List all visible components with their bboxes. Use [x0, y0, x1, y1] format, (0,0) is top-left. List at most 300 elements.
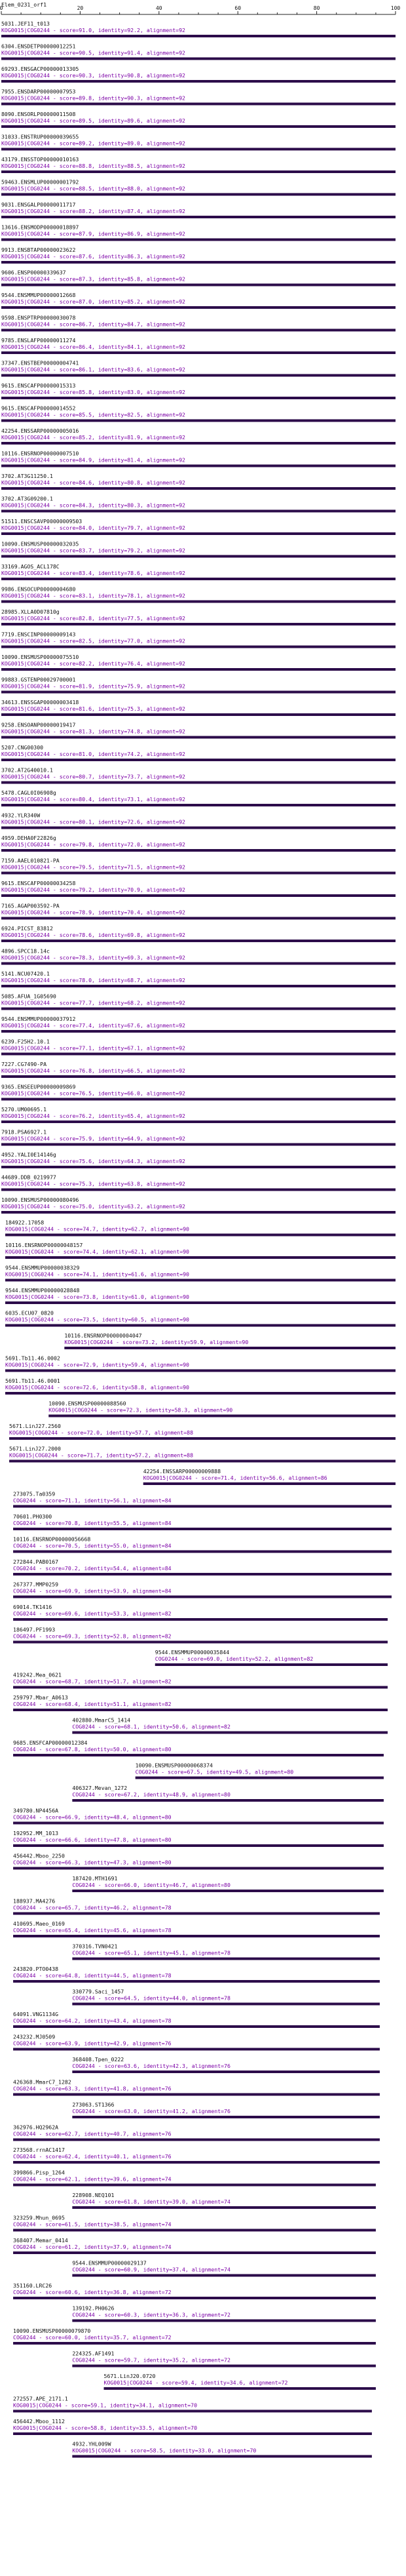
alignment-bar — [1, 420, 396, 422]
hit-score: KOG0015|COG0244 - score=72.3, identity=58.3, alignment=90 — [48, 1406, 233, 1414]
hit-row — [1, 586, 396, 603]
hit-score: KOG0015|COG0244 - score=75.3, identity=63.8, alignment=92 — [1, 1180, 185, 1187]
hit-row — [1, 812, 396, 829]
alignment-bar — [1, 35, 396, 37]
hit-name: 188937.MA4276 — [13, 1897, 56, 1905]
hit-name: 33169.AGOS_ACL178C — [1, 563, 60, 570]
alignment-bar — [1, 239, 396, 241]
alignment-bar — [72, 1732, 388, 1734]
hit-name: 5671.LinJ20.0720 — [103, 2373, 156, 2379]
hit-score: KOG0015|COG0244 - score=75.6, identity=64.3, alignment=92 — [1, 1158, 185, 1164]
hit-row — [1, 722, 396, 739]
hit-score: COG0244 - score=60.3, identity=36.3, alignment=72 — [72, 2311, 231, 2318]
hit-row — [13, 1898, 380, 1915]
alignment-bar — [1, 284, 396, 287]
hit-score: KOG0015|COG0244 - score=90.3, identity=90.8, alignment=92 — [1, 72, 185, 79]
alignment-bar — [1, 216, 396, 218]
alignment-bar — [1, 578, 396, 580]
hit-name: 9598.ENSPTRP00000030078 — [1, 314, 76, 321]
hit-name: 4932.YHL009W — [72, 2440, 111, 2447]
hit-row — [13, 1581, 392, 1598]
alignment-bar — [1, 125, 396, 128]
hit-row — [13, 1694, 388, 1711]
hit-score: COG0244 - score=62.7, identity=40.7, alignment=76 — [13, 2130, 172, 2137]
hit-row — [1, 20, 396, 37]
hit-name: 8090.ENSORLP00000011508 — [1, 111, 76, 117]
hit-score: KOG0015|COG0244 - score=89.8, identity=90.3, alignment=92 — [1, 94, 185, 102]
hit-score: COG0244 - score=66.0, identity=46.7, alignment=80 — [72, 1882, 231, 1888]
hit-row — [1, 767, 396, 784]
hit-name: 7955.ENSDARP00000007953 — [1, 88, 76, 95]
hit-score: KOG0015|COG0244 - score=78.0, identity=68.7, alignment=92 — [1, 977, 185, 983]
hit-score: KOG0015|COG0244 - score=79.5, identity=71.5, alignment=92 — [1, 863, 185, 871]
hit-score: KOG0015|COG0244 - score=88.5, identity=88.0, alignment=92 — [1, 185, 185, 192]
hit-row — [5, 1242, 396, 1259]
hit-score: KOG0015|COG0244 - score=90.5, identity=91.4, alignment=92 — [1, 49, 185, 56]
hit-row — [1, 677, 396, 694]
hit-row — [13, 1739, 384, 1756]
hit-name: 323259.Mhun_0695 — [13, 2214, 65, 2221]
hit-score: KOG0015|COG0244 - score=79.8, identity=72.0, alignment=92 — [1, 841, 185, 848]
hit-row — [1, 1061, 396, 1078]
hit-row — [1, 744, 396, 761]
hit-score: COG0244 - score=64.2, identity=43.4, alignment=78 — [13, 2017, 172, 2024]
hit-name: 3702.AT3G09200.1 — [1, 495, 53, 502]
hit-row — [13, 2170, 376, 2187]
hit-score: KOG0015|COG0244 - score=72.0, identity=57.7, alignment=88 — [9, 1429, 194, 1436]
hit-row — [1, 970, 396, 987]
alignment-bar — [1, 894, 396, 897]
hit-score: KOG0015|COG0244 - score=72.9, identity=59.4, alignment=90 — [5, 1361, 190, 1368]
hit-name: 9544.ENSMMUP00000012668 — [1, 292, 76, 298]
hit-name: 5478.CAGL0I06908g — [1, 789, 56, 796]
hit-score: KOG0015|COG0244 - score=58.8, identity=33.5, alignment=70 — [13, 2425, 198, 2431]
hit-score: KOG0015|COG0244 - score=80.7, identity=73.7, alignment=92 — [1, 773, 185, 780]
alignment-bar — [1, 510, 396, 513]
alignment-bar — [13, 1980, 380, 1983]
hit-row — [1, 292, 396, 309]
hit-score: KOG0015|COG0244 - score=73.2, identity=59.9, alignment=90 — [64, 1339, 249, 1345]
hit-name: 5141.NCU07420.1 — [1, 970, 50, 977]
hit-name: 272844.PAB0167 — [13, 1558, 59, 1565]
hit-row — [72, 1943, 380, 1960]
alignment-bar — [72, 2365, 376, 2368]
alignment-bar — [13, 2139, 380, 2141]
hit-row — [1, 405, 396, 422]
alignment-bar — [1, 329, 396, 332]
hit-score: COG0244 - score=62.4, identity=40.1, alignment=76 — [13, 2153, 172, 2160]
hit-name: 3702.AT3G11250.1 — [1, 473, 53, 479]
hit-name: 273063.ST1366 — [72, 2101, 115, 2108]
hit-score: KOG0015|COG0244 - score=81.9, identity=75.9, alignment=92 — [1, 683, 185, 690]
alignment-bar — [13, 2432, 372, 2435]
alignment-bar — [1, 1143, 396, 1146]
hit-row — [1, 631, 396, 648]
hit-name: 362976.HQ2962A — [13, 2124, 59, 2131]
alignment-bar — [13, 2184, 376, 2187]
hit-score: KOG0015|COG0244 - score=58.5, identity=33.0, alignment=70 — [72, 2447, 257, 2454]
alignment-bar — [13, 2025, 380, 2028]
hit-row — [1, 473, 396, 490]
alignment-bar — [13, 1551, 392, 1553]
hit-name: 64091.VNG1134G — [13, 2011, 59, 2017]
hit-score: COG0244 - score=63.0, identity=41.2, alignment=76 — [72, 2108, 231, 2114]
alignment-bar — [1, 58, 396, 60]
hit-row — [1, 541, 396, 558]
hit-name: 456442.Mboo_1112 — [13, 2418, 65, 2425]
hit-name: 5691.Tb11.46.0002 — [5, 1355, 60, 1362]
hit-score: KOG0015|COG0244 - score=73.5, identity=60.5, alignment=90 — [5, 1316, 190, 1323]
hit-name: 9615.ENSCAFP00000034258 — [1, 880, 76, 886]
hit-score: KOG0015|COG0244 - score=76.5, identity=66.0, alignment=92 — [1, 1090, 185, 1097]
alignment-bar — [72, 1799, 384, 1802]
alignment-bar — [72, 2320, 376, 2322]
alignment-bar — [13, 1754, 384, 1756]
hit-name: 10116.ENSRNOP00000048157 — [5, 1242, 83, 1248]
alignment-bar — [1, 1120, 396, 1123]
hit-name: 99883.GSTENP00029700001 — [1, 676, 76, 683]
alignment-bar — [13, 2229, 376, 2232]
hit-name: 272557.APE_2171.1 — [13, 2395, 68, 2402]
hit-name: 70601.PH0300 — [13, 1513, 52, 1520]
hit-row — [1, 925, 396, 942]
hit-score: KOG0015|COG0244 - score=78.6, identity=69.8, alignment=92 — [1, 932, 185, 938]
alignment-bar — [48, 1415, 396, 1417]
hit-score: KOG0015|COG0244 - score=86.7, identity=84.7, alignment=92 — [1, 321, 185, 328]
alignment-bar — [1, 374, 396, 377]
hit-name: 9365.ENSEEUP00000009869 — [1, 1083, 76, 1090]
alignment-bar — [1, 170, 396, 173]
alignment-bar — [13, 2048, 380, 2051]
alignment-bar — [1, 827, 396, 829]
hit-score: COG0244 - score=68.7, identity=51.7, alignment=82 — [13, 1678, 172, 1685]
hit-name: 43179.ENSSTOP00000010163 — [1, 156, 79, 163]
axis-tick-label: 20 — [77, 5, 84, 11]
hit-row — [72, 2305, 376, 2322]
hit-row — [1, 654, 396, 671]
alignment-bar — [72, 2071, 380, 2073]
hit-name: 69293.ENSGACP00000013305 — [1, 66, 79, 72]
hit-score: KOG0015|COG0244 - score=86.4, identity=84.1, alignment=92 — [1, 344, 185, 350]
hit-score: KOG0015|COG0244 - score=87.9, identity=86.9, alignment=92 — [1, 230, 185, 237]
hit-row — [1, 1039, 396, 1056]
hit-score: KOG0015|COG0244 - score=83.4, identity=78.6, alignment=92 — [1, 570, 185, 576]
hit-name: 9615.ENSCAFP00000015313 — [1, 382, 76, 389]
hit-name: 6239.F25H2.10.1 — [1, 1038, 50, 1045]
alignment-bar — [5, 1279, 396, 1282]
alignment-bar — [13, 1912, 380, 1915]
hit-row — [13, 2034, 380, 2051]
alignment-bar — [13, 1618, 388, 1621]
alignment-bar — [1, 80, 396, 83]
alignment-bar — [1, 985, 396, 987]
hit-score: KOG0015|COG0244 - score=76.8, identity=66.5, alignment=92 — [1, 1067, 185, 1074]
hit-score: KOG0015|COG0244 - score=77.7, identity=68.2, alignment=92 — [1, 999, 185, 1006]
alignment-bar — [1, 713, 396, 716]
hit-name: 259797.Mbar_A0613 — [13, 1694, 68, 1701]
hit-score: COG0244 - score=69.3, identity=52.8, alignment=82 — [13, 1633, 172, 1640]
hit-score: KOG0015|COG0244 - score=87.6, identity=86.3, alignment=92 — [1, 253, 185, 260]
hit-score: KOG0015|COG0244 - score=73.8, identity=61.0, alignment=90 — [5, 1294, 190, 1300]
hit-name: 10090.ENSMUSP00000079870 — [13, 2328, 91, 2334]
alignment-bar — [5, 1392, 396, 1395]
axis-tick-label: 40 — [155, 5, 162, 11]
hit-row — [72, 1989, 380, 2006]
hit-name: 5270.UM00695.1 — [1, 1106, 47, 1113]
alignment-bar — [1, 555, 396, 558]
hit-score: COG0244 - score=65.7, identity=46.2, alignment=78 — [13, 1904, 172, 1911]
hit-row — [72, 1875, 384, 1892]
hit-row — [1, 269, 396, 287]
hit-score: KOG0015|COG0244 - score=81.0, identity=74.2, alignment=92 — [1, 751, 185, 757]
hit-row — [13, 1604, 388, 1621]
hit-score: KOG0015|COG0244 - score=75.0, identity=63.2, alignment=92 — [1, 1203, 185, 1210]
hit-name: 7719.ENSCINP00000009143 — [1, 631, 76, 638]
hit-row — [1, 337, 396, 354]
hit-row — [1, 134, 396, 151]
hit-score: COG0244 - score=71.1, identity=56.1, alignment=84 — [13, 1497, 172, 1504]
alignment-bar — [1, 601, 396, 603]
hit-row — [13, 1830, 384, 1847]
alignment-bar — [13, 2093, 380, 2096]
hit-row — [5, 1265, 396, 1282]
hit-score: COG0244 - score=68.1, identity=50.6, alignment=82 — [72, 1723, 231, 1730]
hit-score: COG0244 - score=64.8, identity=44.5, alignment=78 — [13, 1972, 172, 1979]
alignment-bar — [1, 1098, 396, 1101]
hit-name: 28985.XLLA0D07810g — [1, 608, 60, 615]
hit-score: KOG0015|COG0244 - score=81.6, identity=75.3, alignment=92 — [1, 705, 185, 712]
hit-row — [1, 111, 396, 128]
hit-name: 5671.LinJ27.2000 — [9, 1445, 61, 1452]
hit-row — [1, 201, 396, 218]
diagram-title: Elem_0231_orf1 — [1, 1, 47, 8]
alignment-bar — [13, 1505, 392, 1508]
alignment-bar — [1, 1030, 396, 1033]
hit-score: COG0244 - score=67.8, identity=50.0, alignment=80 — [13, 1746, 172, 1753]
axis — [0, 5, 400, 14]
hit-row — [13, 1808, 384, 1825]
hit-row — [72, 1717, 388, 1734]
hit-row — [13, 2237, 376, 2254]
hit-score: COG0244 - score=60.6, identity=36.8, alignment=72 — [13, 2289, 172, 2295]
hit-row — [13, 1920, 380, 1937]
hit-row — [13, 2328, 376, 2345]
alignment-bar — [1, 872, 396, 875]
hit-row — [13, 1513, 392, 1530]
hit-score: KOG0015|COG0244 - score=86.1, identity=83.6, alignment=92 — [1, 366, 185, 373]
hit-score: COG0244 - score=61.5, identity=38.5, alignment=74 — [13, 2221, 172, 2228]
hit-row — [1, 699, 396, 716]
hit-name: 5031.JEF11_t013 — [1, 20, 50, 27]
hit-name: 59463.ENSMLUP00000001792 — [1, 178, 79, 186]
hit-score: KOG0015|COG0244 - score=89.5, identity=89.6, alignment=92 — [1, 117, 185, 124]
hit-score: COG0244 - score=68.4, identity=51.1, alignment=82 — [13, 1701, 172, 1707]
hit-score: COG0244 - score=70.2, identity=54.4, alignment=84 — [13, 1565, 172, 1572]
hit-row — [5, 1287, 396, 1304]
hit-name: 349780.NP4456A — [13, 1807, 59, 1814]
hit-name: 184922.17058 — [5, 1219, 45, 1226]
hit-row — [1, 835, 396, 852]
hit-score: KOG0015|COG0244 - score=74.7, identity=62.7, alignment=90 — [5, 1225, 190, 1233]
alignment-bar — [1, 917, 396, 920]
hit-row — [13, 2215, 376, 2232]
alignment-bar — [1, 487, 396, 490]
hit-name: 69014.TK1416 — [13, 1604, 52, 1610]
hit-score: KOG0015|COG0244 - score=78.3, identity=69.3, alignment=92 — [1, 954, 185, 961]
hit-row — [1, 608, 396, 625]
alignment-bar — [72, 2116, 380, 2118]
alignment-bar — [72, 1958, 380, 1960]
hit-name: 10090.ENSMUSP00000075510 — [1, 654, 79, 660]
hit-row — [72, 2101, 380, 2118]
hit-row — [72, 2056, 380, 2073]
hit-row — [9, 1423, 396, 1440]
hit-row — [13, 1966, 380, 1983]
hit-score: COG0244 - score=63.3, identity=41.8, alignment=76 — [13, 2085, 172, 2092]
alignment-bar — [1, 962, 396, 965]
alignment-bar — [5, 1256, 396, 1259]
hit-row — [5, 1310, 396, 1327]
hit-row — [1, 382, 396, 399]
hit-name: 399866.Pisp_1264 — [13, 2169, 65, 2176]
hit-score: COG0244 - score=61.8, identity=39.0, alignment=74 — [72, 2198, 231, 2205]
hit-row — [1, 1174, 396, 1191]
alignment-bar — [1, 103, 396, 106]
hit-name: 42254.ENSSARP00000005016 — [1, 427, 79, 434]
hit-score: KOG0015|COG0244 - score=59.1, identity=34.1, alignment=70 — [13, 2402, 198, 2409]
alignment-bar — [64, 1347, 396, 1349]
hit-score: KOG0015|COG0244 - score=80.1, identity=72.6, alignment=92 — [1, 818, 185, 825]
hit-name: 6924.PICST_83812 — [1, 925, 53, 932]
hit-score: KOG0015|COG0244 - score=74.1, identity=61.6, alignment=90 — [5, 1271, 190, 1278]
hit-row — [13, 1491, 392, 1508]
hit-name: 351160.LRC26 — [13, 2282, 52, 2289]
hit-name: 9606.ENSP00000339637 — [1, 269, 66, 276]
hit-name: 7159.AAEL010821-PA — [1, 857, 60, 864]
alignment-bar — [1, 804, 396, 806]
hit-score: COG0244 - score=60.9, identity=37.4, alignment=74 — [72, 2266, 231, 2273]
hit-name: 224325.AF1491 — [72, 2350, 115, 2357]
hit-score: KOG0015|COG0244 - score=85.2, identity=81.9, alignment=92 — [1, 434, 185, 441]
hit-score: COG0244 - score=69.0, identity=52.2, alignment=82 — [155, 1655, 314, 1662]
hit-row — [72, 2260, 376, 2277]
hit-row — [1, 1151, 396, 1168]
hit-name: 368407.Memar_0414 — [13, 2237, 68, 2244]
hit-row — [13, 1536, 392, 1553]
hit-name: 9685.ENSFCAP00000012384 — [13, 1739, 88, 1746]
alignment-bar — [13, 2251, 376, 2254]
hit-name: 9258.ENSOANP00000019417 — [1, 721, 76, 728]
hit-name: 10116.ENSRNOP00000056668 — [13, 1536, 91, 1543]
hit-row — [5, 1355, 396, 1372]
hit-score: COG0244 - score=65.1, identity=45.1, alignment=78 — [72, 1949, 231, 1956]
hit-name: 9615.ENSCAFP00000014552 — [1, 405, 76, 412]
hit-row — [13, 2418, 372, 2435]
hit-row — [13, 2147, 380, 2164]
hit-name: 243232.MJ0509 — [13, 2033, 56, 2040]
hit-score: KOG0015|COG0244 - score=85.5, identity=82.5, alignment=92 — [1, 411, 185, 418]
hit-name: 44689.DDB_0219977 — [1, 1174, 56, 1181]
hit-row — [136, 1762, 384, 1779]
alignment-bar — [13, 1822, 384, 1825]
hit-score: KOG0015|COG0244 - score=81.3, identity=74.8, alignment=92 — [1, 728, 185, 735]
hit-row — [1, 450, 396, 467]
hit-score: COG0244 - score=60.0, identity=35.7, alignment=72 — [13, 2334, 172, 2341]
hit-row — [155, 1649, 388, 1666]
alignment-bar — [9, 1460, 396, 1463]
hit-score: KOG0015|COG0244 - score=77.4, identity=67.6, alignment=92 — [1, 1022, 185, 1029]
alignment-bar — [1, 849, 396, 852]
hit-row — [1, 948, 396, 965]
hit-name: 410695.Maeo_0169 — [13, 1920, 65, 1927]
hit-name: 5085.AFUA_1G05690 — [1, 993, 56, 1000]
alignment-bar — [1, 1053, 396, 1056]
alignment-bar — [13, 1573, 392, 1575]
hit-name: 273568.rrnAC1417 — [13, 2147, 65, 2153]
hit-score: COG0244 - score=67.2, identity=48.9, alignment=80 — [72, 1791, 231, 1798]
hit-row — [72, 2441, 372, 2458]
hit-score: KOG0015|COG0244 - score=79.2, identity=70.9, alignment=92 — [1, 886, 185, 893]
hit-name: 9913.ENSBTAP00000023622 — [1, 247, 76, 253]
hit-name: 330779.Saci_1457 — [72, 1988, 124, 1995]
hit-score: KOG0015|COG0244 - score=71.7, identity=57.2, alignment=88 — [9, 1452, 194, 1459]
hit-name: 192952.MM_1013 — [13, 1830, 59, 1836]
hit-row — [1, 224, 396, 241]
hit-name: 139192.PH0626 — [72, 2305, 115, 2312]
hit-score: KOG0015|COG0244 - score=89.2, identity=89.0, alignment=92 — [1, 140, 185, 147]
axis-tick-label: 0 — [0, 5, 3, 11]
alignment-bar — [13, 1867, 384, 1870]
hit-name: 34613.ENSSGAP00000003418 — [1, 699, 79, 705]
alignment-bar — [1, 261, 396, 264]
hit-score: KOG0015|COG0244 - score=77.1, identity=67.1, alignment=92 — [1, 1044, 185, 1052]
hit-score: KOG0015|COG0244 - score=75.9, identity=64.9, alignment=92 — [1, 1135, 185, 1142]
hit-tracks — [1, 20, 396, 2458]
hit-name: 187420.MTH1691 — [72, 1875, 118, 1882]
hit-name: 267377.MMP0259 — [13, 1581, 59, 1588]
alignment-bar — [72, 2003, 380, 2006]
hit-row — [1, 1197, 396, 1214]
hit-score: COG0244 - score=64.5, identity=44.0, alignment=78 — [72, 1994, 231, 2002]
hit-row — [1, 43, 396, 60]
hit-row — [143, 1468, 396, 1485]
alignment-bar — [1, 306, 396, 309]
hit-row — [1, 427, 396, 445]
hit-name: 419242.Mea_0621 — [13, 1671, 62, 1678]
hit-name: 273075.Ta0359 — [13, 1490, 56, 1497]
alignment-bar — [1, 759, 396, 761]
hit-name: 456442.Mboo_2250 — [13, 1852, 65, 1859]
hit-row — [13, 1853, 384, 1870]
hit-score: COG0244 - score=66.9, identity=48.4, alignment=80 — [13, 1813, 172, 1821]
hit-name: 9544.ENSMMUP00000035844 — [155, 1649, 230, 1655]
hit-name: 13616.ENSMODP00000018897 — [1, 224, 79, 231]
alignment-bar — [1, 1075, 396, 1078]
hit-row — [13, 1558, 392, 1575]
hit-row — [1, 903, 396, 920]
alignment-bar — [1, 351, 396, 354]
hit-row — [72, 2350, 376, 2368]
hit-score: KOG0015|COG0244 - score=88.2, identity=87.4, alignment=92 — [1, 208, 185, 214]
hit-name: 402880.MmarC5_1414 — [72, 1716, 131, 1724]
hit-score: COG0244 - score=61.2, identity=37.9, alignment=74 — [13, 2244, 172, 2250]
hit-name: 6304.ENSDETP00000012251 — [1, 43, 76, 50]
hit-name: 51511.ENSCSAVP00000009503 — [1, 518, 83, 525]
hit-name: 9544.ENSMMUP00000029137 — [72, 2259, 147, 2267]
hit-score: KOG0015|COG0244 - score=80.4, identity=73.1, alignment=92 — [1, 796, 185, 803]
hit-score: KOG0015|COG0244 - score=59.4, identity=34.6, alignment=72 — [103, 2379, 288, 2386]
hit-name: 9785.ENSLAFP00000011274 — [1, 337, 76, 344]
